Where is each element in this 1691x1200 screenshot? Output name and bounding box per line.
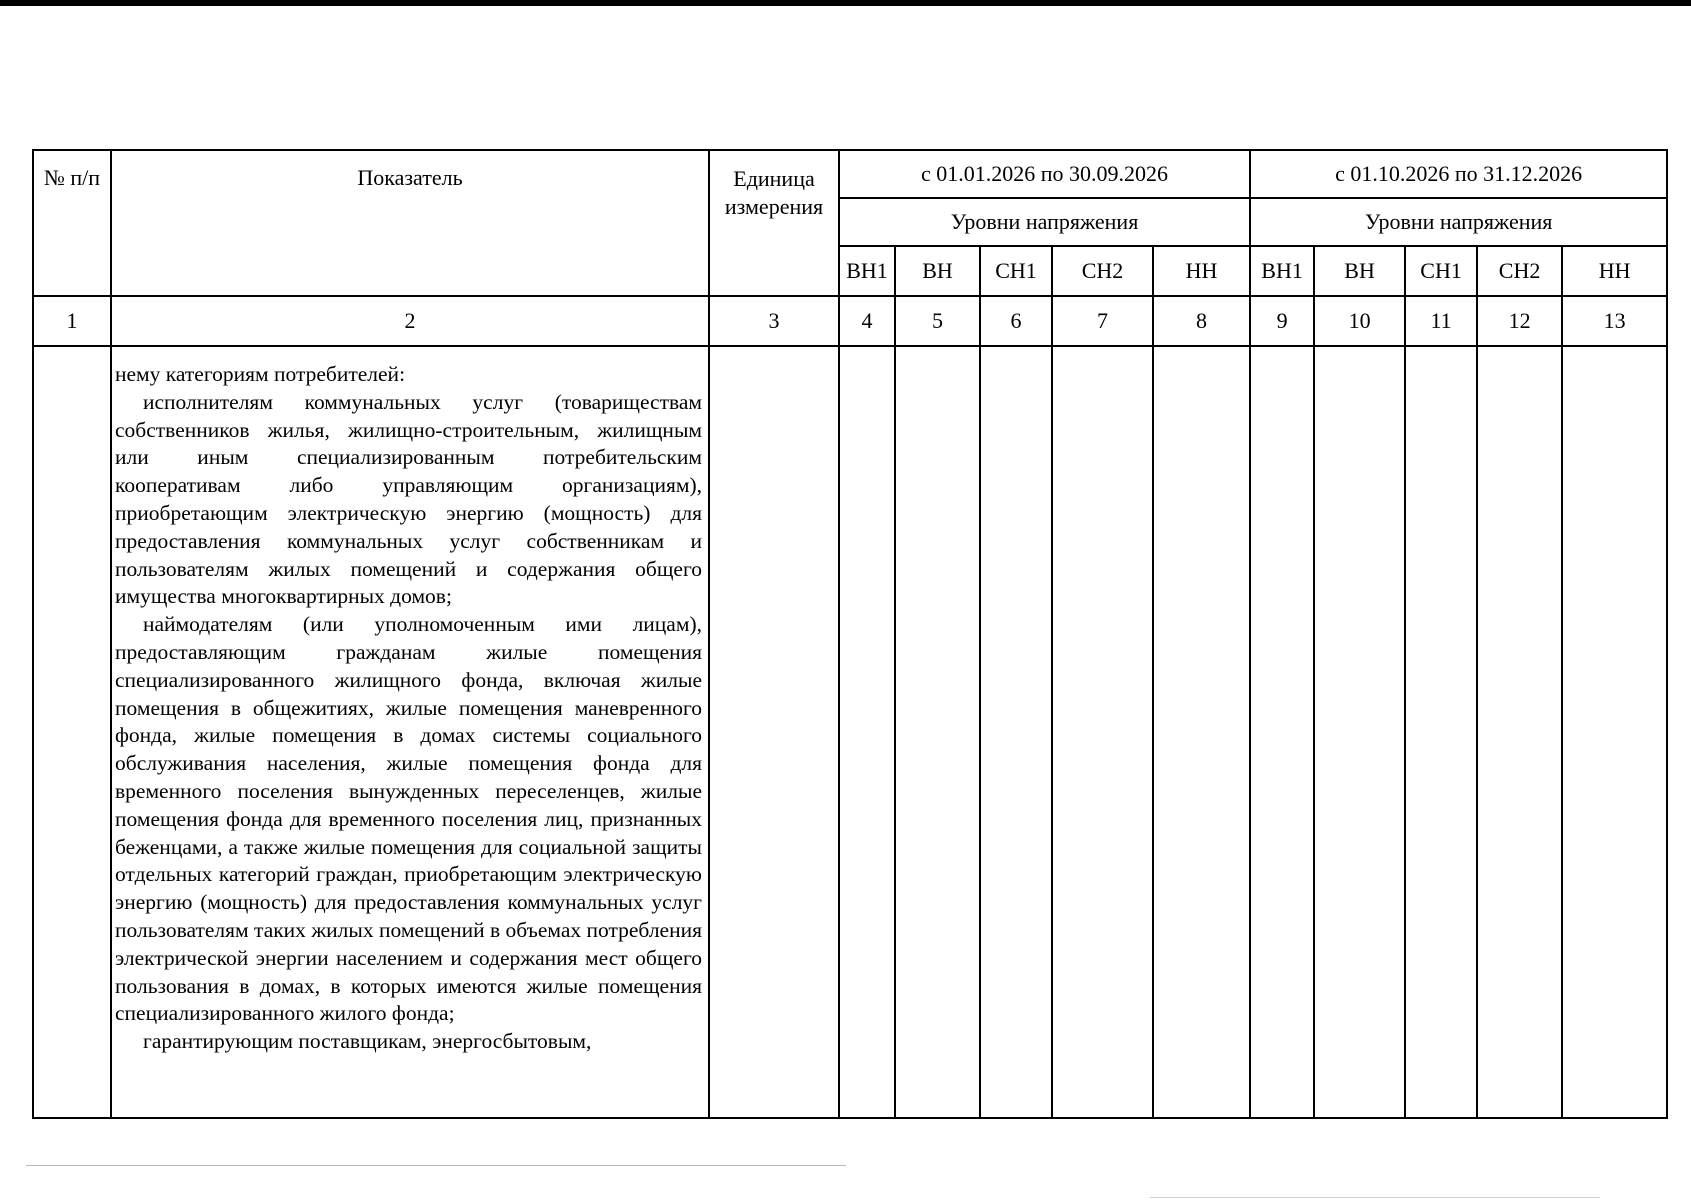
scan-artifact-line	[26, 1165, 846, 1166]
column-number: 6	[980, 296, 1052, 346]
column-number: 8	[1153, 296, 1250, 346]
level-nn: НН	[1153, 246, 1250, 296]
value-cell	[980, 346, 1052, 1118]
header-period-2: с 01.10.2026 по 31.12.2026	[1250, 150, 1667, 198]
column-number: 2	[111, 296, 709, 346]
column-number: 12	[1477, 296, 1562, 346]
value-cell	[1562, 346, 1667, 1118]
value-cell	[895, 346, 980, 1118]
level-nn: НН	[1562, 246, 1667, 296]
value-cell	[1153, 346, 1250, 1118]
header-period-1: с 01.01.2026 по 30.09.2026	[839, 150, 1250, 198]
indicator-paragraph: гарантирующим поставщикам, энергосбытовым,	[143, 1029, 592, 1054]
column-number: 7	[1052, 296, 1153, 346]
row-number-cell	[33, 346, 111, 1118]
level-sn2: СН2	[1052, 246, 1153, 296]
column-number: 13	[1562, 296, 1667, 346]
level-vn: ВН	[1314, 246, 1405, 296]
value-cell	[1477, 346, 1562, 1118]
level-vn1: ВН1	[1250, 246, 1314, 296]
column-number: 9	[1250, 296, 1314, 346]
value-cell	[1314, 346, 1405, 1118]
header-number: № п/п	[33, 150, 111, 296]
level-sn1: СН1	[980, 246, 1052, 296]
column-number: 1	[33, 296, 111, 346]
scan-artifact-line	[1150, 1197, 1600, 1198]
level-sn1: СН1	[1405, 246, 1477, 296]
level-vn: ВН	[895, 246, 980, 296]
value-cell	[839, 346, 895, 1118]
level-vn1: ВН1	[839, 246, 895, 296]
header-voltage-levels-1: Уровни напряжения	[839, 198, 1250, 246]
value-cell	[1250, 346, 1314, 1118]
column-number: 5	[895, 296, 980, 346]
indicator-paragraph: исполнителям коммунальных услуг (товариществам собственников жилья, жилищно-строительным, жилищным или иным специализированным потребительским кооперативам либо управляющим организациям), приобретающим электрическую энергию (мощность) для предоставления коммунальных услуг собственникам и пользователям жилых помещений и содержания общего имущества многоквартирных домов;	[115, 389, 702, 609]
column-number: 11	[1405, 296, 1477, 346]
indicator-text	[112, 347, 708, 1056]
indicator-text-cell	[111, 346, 709, 1118]
header-voltage-levels-2: Уровни напряжения	[1250, 198, 1667, 246]
level-sn2: СН2	[1477, 246, 1562, 296]
value-cell	[1052, 346, 1153, 1118]
scan-top-border	[0, 0, 1691, 6]
column-number: 10	[1314, 296, 1405, 346]
indicator-paragraph: нему категориям потребителей:	[115, 362, 406, 386]
header-unit-line1: Единица	[733, 166, 815, 191]
indicator-paragraph: наймодателям (или уполномоченным ими лицам), предоставляющим гражданам жилые помещения специализированного жилищного фонда, включая жилые помещения в общежитиях, жилые помещения маневренного фонда, жилые помещения в домах системы социального обслуживания населения, жилые помещения фонда для временного поселения вынужденных переселенцев, жилые помещения фонда для временного поселения лиц, признанных беженцами, а также жилые помещения для социальной защиты отдельных категорий граждан, приобретающим электрическую энергию (мощность) для предоставления коммунальных услуг пользователям таких жилых помещений в объемах потребления электрической энергии населением и содержания мест общего пользования в домах, в которых имеются жилые помещения специализированного жилого фонда;	[115, 612, 702, 1026]
header-unit-line2: измерения	[724, 194, 824, 219]
header-unit	[709, 150, 839, 296]
tariff-table	[32, 149, 1668, 1119]
column-number: 3	[709, 296, 839, 346]
unit-cell	[709, 346, 839, 1118]
column-number: 4	[839, 296, 895, 346]
value-cell	[1405, 346, 1477, 1118]
header-indicator: Показатель	[111, 150, 709, 296]
